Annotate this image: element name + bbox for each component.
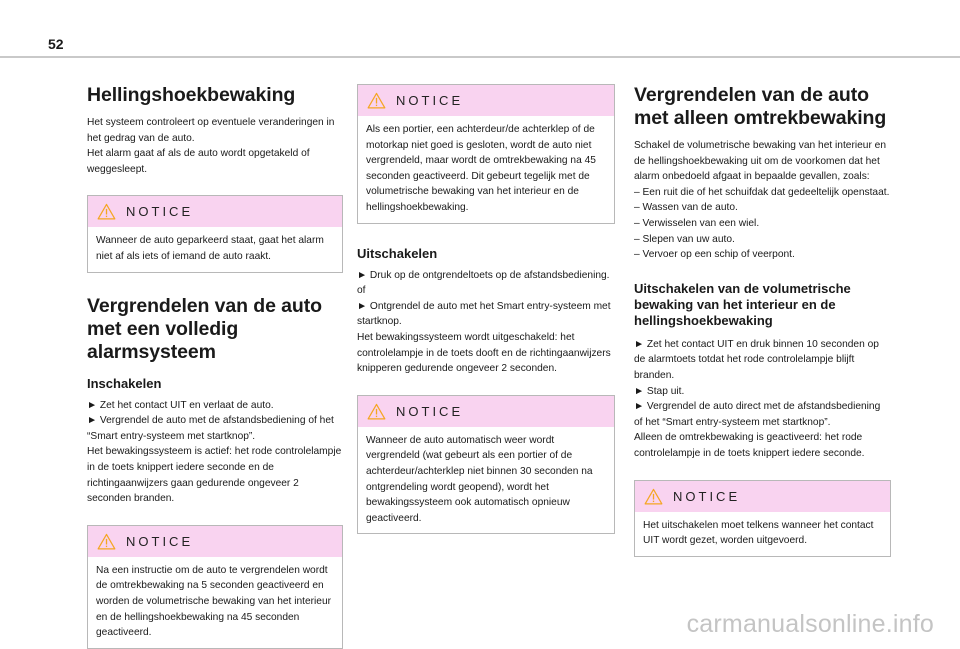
paragraph: Het bewakingssysteem is actief: het rode controlelampje in de toets knippert iedere seconde en de richtingaanwijzers gaan gedurende ongeveer 2 seconden branden. [87, 446, 342, 505]
notice-header [88, 526, 342, 557]
notice-title: NOTICE [673, 488, 741, 504]
notice-box [634, 480, 891, 557]
list-item: ► Zet het contact UIT en verlaat de auto. [87, 399, 274, 411]
notice-box [357, 84, 615, 224]
subheading-inschakelen: Inschakelen [87, 375, 162, 391]
list-item: – Een ruit die of het schuifdak dat gedeeltelijk openstaat. [634, 186, 890, 198]
notice-box [87, 525, 343, 649]
list-item: ► Stap uit. [634, 385, 685, 397]
notice-header [358, 85, 614, 116]
heading-volledig-alarmsysteem: Vergrendelen van de auto met een volledig alarmsysteem [87, 294, 322, 363]
notice-title: NOTICE [126, 533, 194, 549]
paragraph: Schakel de volumetrische bewaking van het interieur en de hellingshoekbewaking uit om de voorkomen dat het alarm onbedoeld afgaat in bepaalde gevallen, zoals: [634, 140, 887, 183]
list-item: ► Vergrendel de auto met de afstandsbediening of het “Smart entry-systeem met startknop”. [87, 415, 334, 442]
list-item: – Vervoer op een schip of veerpont. [634, 249, 795, 261]
column-right [634, 84, 891, 557]
notice-text: Wanneer de auto automatisch weer wordt vergrendeld (wat gebeurt als een portier of de achterdeur/achterklep niet binnen 30 seconden na ontgrendeling wordt geopend), wordt het bewakingssysteem ook automatisch opnieuw geactiveerd. [366, 434, 593, 524]
warning-triangle-icon [644, 488, 663, 505]
warning-triangle-icon [97, 203, 116, 220]
list-item: – Slepen van uw auto. [634, 233, 735, 245]
subheading-uitschakelen: Uitschakelen [357, 245, 438, 261]
notice-header [88, 196, 342, 227]
paragraph: of [357, 285, 366, 297]
notice-text: Het uitschakelen moet telkens wanneer het contact UIT wordt gezet, worden uitgevoerd. [643, 519, 874, 547]
list-item: – Verwisselen van een wiel. [634, 217, 760, 229]
notice-title: NOTICE [396, 403, 464, 419]
heading-omtrekbewaking: Vergrendelen van de auto met alleen omtrekbewaking [634, 84, 887, 129]
notice-text: Na een instructie om de auto te vergrendelen wordt de omtrekbewaking na 5 seconden geactiveerd en worden de volumetrische bewaking van het interieur en de hellingshoekbewaking na 45 seconden geactiveerd. [96, 564, 332, 639]
page-number: 52 [48, 36, 64, 52]
warning-triangle-icon [97, 533, 116, 550]
list-item: – Wassen van de auto. [634, 202, 738, 214]
list-item: ► Vergrendel de auto direct met de afstandsbediening of het “Smart entry-systeem met startknop”. [634, 401, 881, 428]
paragraph: Het systeem controleert op eventuele veranderingen in het gedrag van de auto. [87, 117, 335, 144]
list-item: ► Zet het contact UIT en druk binnen 10 seconden op de alarmtoets totdat het rode controlelampje blijft branden. [634, 338, 879, 381]
notice-title: NOTICE [126, 204, 194, 220]
notice-box [357, 395, 615, 535]
notice-header [635, 481, 890, 512]
list-item: ► Ontgrendel de auto met het Smart entry-systeem met startknop. [357, 300, 611, 328]
warning-triangle-icon [367, 403, 386, 420]
paragraph: Het alarm gaat af als de auto wordt opgetakeld of weggesleept. [87, 148, 310, 175]
watermark-link[interactable]: carmanualsonline.info [686, 610, 934, 638]
subheading-uitschakelen-volumetrisch: Uitschakelen van de volumetrische bewaking van het interieur en de hellingshoekbewaking [634, 280, 851, 328]
header-divider [0, 56, 960, 58]
warning-triangle-icon [367, 92, 386, 109]
notice-text: Als een portier, een achterdeur/de achterklep of de motorkap niet goed is gesloten, wordt de auto niet vergrendeld, maar wordt de omtrekbewaking na 45 seconden geactiveerd. Dit gebeurt tegelijk met de volumetrische bewaking van het interieur en de hellingshoekbewaking. [366, 124, 596, 213]
list-item: ► Druk op de ontgrendeltoets op de afstandsbediening. [357, 269, 610, 281]
paragraph: Alleen de omtrekbewaking is geactiveerd: het rode controlelampje in de toets knippert iedere seconde. [634, 432, 865, 459]
notice-title: NOTICE [396, 93, 464, 108]
column-left [87, 84, 343, 649]
notice-box [87, 195, 343, 272]
paragraph: Het bewakingssysteem wordt uitgeschakeld: het controlelampje in de toets dooft en de richtingaanwijzers knipperen gedurende ongeveer 2 seconden. [357, 331, 611, 375]
column-middle [357, 84, 615, 534]
notice-header [358, 396, 614, 427]
notice-text: Wanneer de auto geparkeerd staat, gaat het alarm niet af als iets of iemand de auto raakt. [96, 235, 324, 262]
heading-hellingshoekbewaking: Hellingshoekbewaking [87, 84, 296, 106]
